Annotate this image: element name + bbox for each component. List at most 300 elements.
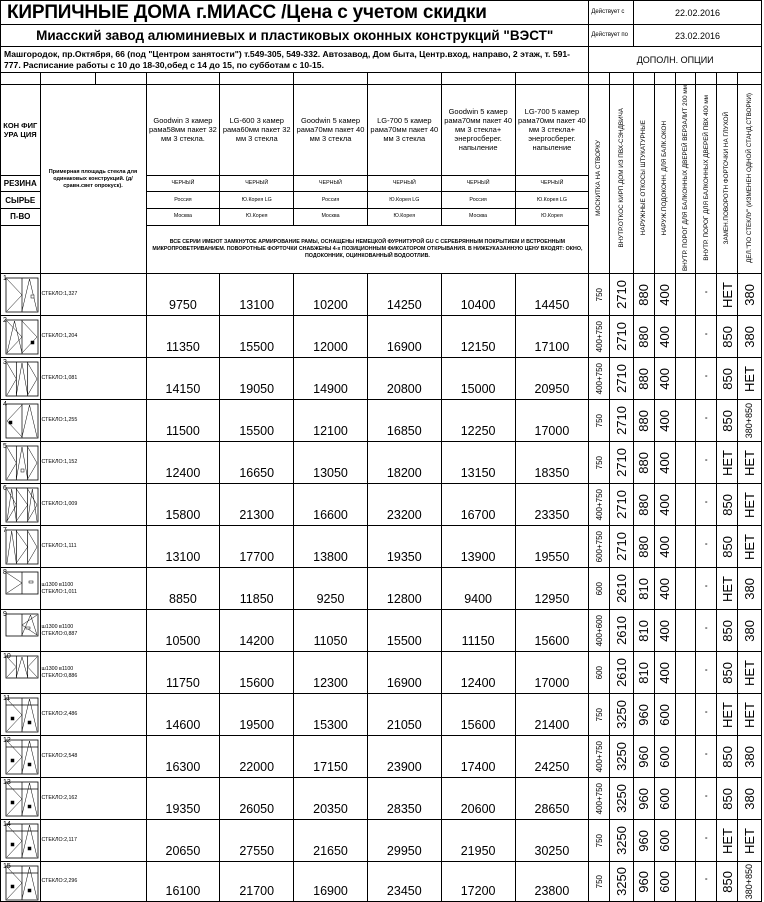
- table-row: [1, 400, 762, 442]
- sill-price: 400: [657, 619, 673, 642]
- price-cell: 15500: [220, 400, 294, 442]
- threshold-200: [675, 484, 696, 526]
- outer-slope-price: 960: [636, 703, 652, 726]
- inner-slope-price: 2710: [614, 364, 630, 393]
- window-config-icon: [5, 781, 39, 817]
- outer-slope-price: 880: [636, 367, 652, 390]
- outer-slope-price: 960: [636, 870, 652, 893]
- threshold-400: °: [696, 358, 717, 400]
- window-config-icon: [5, 739, 39, 775]
- price-cell: 23900: [367, 736, 441, 778]
- price-cell: 21650: [294, 820, 368, 862]
- options-label: ДОПОЛН. ОПЦИИ: [589, 47, 762, 73]
- threshold-400: °: [696, 442, 717, 484]
- window-config-icon: [5, 529, 39, 565]
- config-cell: [1, 862, 41, 902]
- page-subtitle: Миасский завод алюминиевых и пластиковых оконных конструкций "ВЭСТ": [1, 25, 589, 47]
- price-cell: 12400: [146, 442, 220, 484]
- price-cell: 20600: [441, 778, 515, 820]
- price-cell: 16650: [220, 442, 294, 484]
- option-header: ВНУТР. ПОРОГ ДЛЯ БАЛКОННЫХ ДВЕРЕЙ ВЕРЗАЛИТ 200 мм: [681, 85, 689, 272]
- replace-sash-price: 850: [719, 535, 735, 558]
- row-number: 9: [3, 611, 7, 619]
- mosquito-price: 600: [594, 665, 604, 680]
- option-header: ВНУТР.ОТКОС КИРП.ДОМ ИЗ ПВХ-СЭНДВИЧА: [617, 108, 625, 248]
- config-cell: [1, 736, 41, 778]
- product-color: ЧЕРНЫЙ: [294, 175, 368, 192]
- threshold-200: [675, 526, 696, 568]
- size-text: ш1300 в1100: [41, 623, 74, 630]
- glass-cell: [40, 484, 146, 526]
- threshold-200: [675, 274, 696, 316]
- sill-price: 600: [657, 787, 673, 810]
- price-cell: 15500: [367, 610, 441, 652]
- price-cell: 17400: [441, 736, 515, 778]
- size-text: ш1300 в1100: [41, 665, 74, 672]
- row-number: 11: [3, 695, 11, 703]
- config-cell: [1, 694, 41, 736]
- price-cell: 9750: [146, 274, 220, 316]
- table-row: [1, 526, 762, 568]
- glass-cell: [40, 358, 146, 400]
- glass-cell: [40, 736, 146, 778]
- divide-glass-price: НЕТ: [741, 827, 757, 854]
- replace-sash-price: 850: [719, 367, 735, 390]
- price-cell: 10500: [146, 610, 220, 652]
- glass-area-text: СТЕКЛО:2,486: [41, 711, 78, 718]
- price-cell: 26050: [220, 778, 294, 820]
- price-cell: 21400: [515, 694, 589, 736]
- price-cell: 14450: [515, 274, 589, 316]
- price-cell: 14250: [367, 274, 441, 316]
- product-color: ЧЕРНЫЙ: [515, 175, 589, 192]
- price-cell: 14150: [146, 358, 220, 400]
- window-config-icon: [5, 613, 39, 637]
- replace-sash-price: НЕТ: [719, 575, 735, 602]
- window-config-icon: [5, 445, 39, 481]
- row-number: 14: [3, 821, 11, 829]
- threshold-400: °: [696, 274, 717, 316]
- price-cell: 16600: [294, 484, 368, 526]
- price-cell: 16300: [146, 736, 220, 778]
- product-color: ЧЕРНЫЙ: [367, 175, 441, 192]
- divide-glass-price: 380+850: [744, 863, 755, 900]
- price-cell: 13150: [441, 442, 515, 484]
- glass-cell: [40, 400, 146, 442]
- config-cell: [1, 610, 41, 652]
- outer-slope-price: 960: [636, 787, 652, 810]
- price-cell: 16900: [294, 862, 368, 902]
- product-header: LG-700 5 камер рама70мм пакет 40 мм 3 стекла+ энергосберег. напыление: [515, 85, 589, 176]
- product-origin: Россия: [146, 192, 220, 209]
- price-cell: 21050: [367, 694, 441, 736]
- divide-glass-price: НЕТ: [741, 365, 757, 392]
- mosquito-price: 750: [594, 413, 604, 428]
- glass-cell: [40, 568, 146, 610]
- price-cell: 13800: [294, 526, 368, 568]
- outer-slope-price: 880: [636, 283, 652, 306]
- threshold-400: °: [696, 484, 717, 526]
- config-cell: [1, 778, 41, 820]
- price-cell: 12100: [294, 400, 368, 442]
- inner-slope-price: 3250: [614, 700, 630, 729]
- sill-price: 400: [657, 325, 673, 348]
- divide-glass-price: НЕТ: [741, 491, 757, 518]
- price-cell: 21300: [220, 484, 294, 526]
- threshold-200: [675, 652, 696, 694]
- glass-area-text: СТЕКЛО:2,548: [41, 753, 78, 760]
- threshold-200: [675, 568, 696, 610]
- product-origin: Россия: [441, 192, 515, 209]
- price-cell: 18350: [515, 442, 589, 484]
- product-header: LG-700 5 камер рама70мм пакет 40 мм 3 стекла: [367, 85, 441, 176]
- config-cell: [1, 316, 41, 358]
- product-color: ЧЕРНЫЙ: [146, 175, 220, 192]
- threshold-400: °: [696, 610, 717, 652]
- config-cell: [1, 820, 41, 862]
- raw-label: СЫРЬЕ: [1, 192, 41, 209]
- divide-glass-price: НЕТ: [741, 701, 757, 728]
- glass-cell: [40, 694, 146, 736]
- glass-area-text: СТЕКЛО:2,162: [41, 795, 78, 802]
- row-number: 7: [3, 527, 7, 535]
- replace-sash-price: 850: [719, 619, 735, 642]
- sill-price: 600: [657, 829, 673, 852]
- product-origin: Ю.Корея LG: [367, 192, 441, 209]
- price-cell: 28650: [515, 778, 589, 820]
- sill-price: 400: [657, 367, 673, 390]
- inner-slope-price: 2710: [614, 322, 630, 351]
- option-header: ЗАМЕН.ПОВОРОТН ФОРТОЧКИ НА ГЛУХОЙ: [723, 111, 731, 245]
- replace-sash-price: 850: [719, 409, 735, 432]
- product-city: Москва: [146, 208, 220, 225]
- replace-sash-price: НЕТ: [719, 281, 735, 308]
- sill-price: 600: [657, 870, 673, 893]
- row-number: 3: [3, 359, 7, 367]
- valid-to-date: 23.02.2016: [634, 25, 762, 47]
- price-cell: 21700: [220, 862, 294, 902]
- price-cell: 12950: [515, 568, 589, 610]
- price-cell: 11500: [146, 400, 220, 442]
- window-config-icon: [5, 865, 39, 901]
- price-cell: 14600: [146, 694, 220, 736]
- config-header: КОН ФИГ УРА ЦИЯ: [1, 85, 41, 176]
- row-number: 8: [3, 569, 7, 577]
- mosquito-price: 600+750: [594, 530, 604, 563]
- mosquito-price: 400+750: [594, 320, 604, 353]
- mosquito-price: 400+600: [594, 614, 604, 647]
- threshold-200: [675, 610, 696, 652]
- sill-price: 600: [657, 703, 673, 726]
- size-text: ш1300 в1100: [41, 581, 74, 588]
- glass-cell: [40, 652, 146, 694]
- mosquito-price: 750: [594, 874, 604, 889]
- config-cell: [1, 568, 41, 610]
- price-cell: 19350: [146, 778, 220, 820]
- table-row: [1, 736, 762, 778]
- sill-price: 400: [657, 535, 673, 558]
- price-cell: 30250: [515, 820, 589, 862]
- price-cell: 16900: [367, 652, 441, 694]
- divide-glass-price: НЕТ: [741, 659, 757, 686]
- threshold-200: [675, 736, 696, 778]
- price-cell: 18200: [367, 442, 441, 484]
- window-config-icon: [5, 403, 39, 439]
- mosquito-price: 750: [594, 287, 604, 302]
- replace-sash-price: 850: [719, 493, 735, 516]
- price-cell: 11150: [441, 610, 515, 652]
- product-origin: Ю.Корея LG: [220, 192, 294, 209]
- price-cell: 11350: [146, 316, 220, 358]
- price-cell: 16100: [146, 862, 220, 902]
- price-cell: 21950: [441, 820, 515, 862]
- series-note: ВСЕ СЕРИИ ИМЕЮТ ЗАМКНУТОЕ АРМИРОВАНИЕ РАМЫ, ОСНАЩЕНЫ НЕМЕЦКОЙ ФУРНИТУРОЙ GU С СЕРЕБРЯННЫМ ПОКРЫТИЕМ И ВСТРОЕННЫМ МИКРОПРОВЕТРИВАНИЕМ. ПОВОРОТНЫЕ ФОРТОЧКИ СНАБЖЕНЫ 4-х ПОЗИЦИОННЫМ ФИКСАТОРОМ ОТКРЫВАНИЯ. В НИЖЕУКАЗАННУЮ ЦЕНУ ВХОДЯТ: ОКНО, ПОДОКОННИК, ОЦИНКОВАННЫЙ ВОДООТЛИВ.: [146, 225, 589, 273]
- glass-area-text: СТЕКЛО:1,011: [41, 588, 77, 595]
- price-cell: 20950: [515, 358, 589, 400]
- price-cell: 11750: [146, 652, 220, 694]
- price-cell: 19550: [515, 526, 589, 568]
- replace-sash-price: 850: [719, 870, 735, 893]
- replace-sash-price: НЕТ: [719, 701, 735, 728]
- window-config-icon: [5, 361, 39, 397]
- option-header: НАРУЖНЫЕ ОТКОСЫ ШТУКАТУРНЫЕ: [640, 120, 648, 236]
- outer-slope-price: 880: [636, 451, 652, 474]
- window-config-icon: [5, 697, 39, 733]
- outer-slope-price: 880: [636, 493, 652, 516]
- inner-slope-price: 2610: [614, 574, 630, 603]
- window-config-icon: [5, 571, 39, 595]
- row-number: 6: [3, 485, 7, 493]
- inner-slope-price: 3250: [614, 826, 630, 855]
- product-header: Goodwin 3 камер рама58мм пакет 32 мм 3 стекла.: [146, 85, 220, 176]
- price-cell: 27550: [220, 820, 294, 862]
- threshold-400: °: [696, 652, 717, 694]
- outer-slope-price: 960: [636, 745, 652, 768]
- divide-glass-price: 380: [741, 745, 757, 768]
- outer-slope-price: 960: [636, 829, 652, 852]
- price-cell: 17200: [441, 862, 515, 902]
- mosquito-price: 400+750: [594, 782, 604, 815]
- replace-sash-price: 850: [719, 661, 735, 684]
- threshold-400: °: [696, 694, 717, 736]
- glass-cell: [40, 274, 146, 316]
- price-cell: 16700: [441, 484, 515, 526]
- price-cell: 10200: [294, 274, 368, 316]
- divide-glass-price: 380+850: [744, 402, 755, 439]
- product-color: ЧЕРНЫЙ: [220, 175, 294, 192]
- mosquito-price: 400+750: [594, 488, 604, 521]
- threshold-400: °: [696, 736, 717, 778]
- threshold-200: [675, 820, 696, 862]
- row-number: 4: [3, 401, 7, 409]
- row-number: 15: [3, 863, 11, 871]
- product-city: Ю.Корея: [367, 208, 441, 225]
- option-header: ВНУТР. ПОРОГ ДЛЯ БАЛКОННЫХ ДВЕРЕЙ ПВХ 400 мм: [702, 95, 710, 261]
- threshold-400: °: [696, 316, 717, 358]
- config-cell: [1, 652, 41, 694]
- inner-slope-price: 2710: [614, 448, 630, 477]
- table-row: [1, 358, 762, 400]
- inner-slope-price: 3250: [614, 867, 630, 896]
- option-header: НАРУЖ.ПОДОКОНН. ДЛЯ БАЛК.ОКОН: [660, 120, 668, 236]
- area-header: Примерная площадь стекла для одинаковых конструкций. (д/сравн.свет опрокуск).: [40, 85, 146, 274]
- price-cell: 24250: [515, 736, 589, 778]
- replace-sash-price: 850: [719, 787, 735, 810]
- page-title: КИРПИЧНЫЕ ДОМА г.МИАСС /Цена с учетом скидки: [1, 1, 589, 25]
- price-cell: 20350: [294, 778, 368, 820]
- threshold-200: [675, 442, 696, 484]
- price-cell: 17700: [220, 526, 294, 568]
- price-cell: 12150: [441, 316, 515, 358]
- mosquito-price: 600: [594, 581, 604, 596]
- window-config-icon: [5, 277, 39, 313]
- threshold-200: [675, 862, 696, 902]
- price-cell: 19500: [220, 694, 294, 736]
- inner-slope-price: 3250: [614, 742, 630, 771]
- price-cell: 22000: [220, 736, 294, 778]
- option-header: МОСКИТКА НА СТВОРКУ: [595, 140, 603, 216]
- mosquito-price: 400+750: [594, 362, 604, 395]
- inner-slope-price: 2610: [614, 616, 630, 645]
- price-cell: 20650: [146, 820, 220, 862]
- price-cell: 23200: [367, 484, 441, 526]
- threshold-200: [675, 400, 696, 442]
- address-text: Машгородок, пр.Октября, 66 (под "Центром занятости") т.549-305, 549-332. Автозавод, Дом быта, Центр.вход, направо, 2 этаж, т. 591-777. Расписание работы с 10 до 18-30,обед с 14 до 15, по субботам с 10-15.: [1, 47, 589, 73]
- price-cell: 16850: [367, 400, 441, 442]
- outer-slope-price: 810: [636, 661, 652, 684]
- row-number: 5: [3, 443, 7, 451]
- window-config-icon: [5, 319, 39, 355]
- product-header: Goodwin 5 камер рама70мм пакет 40 мм 3 стекла: [294, 85, 368, 176]
- inner-slope-price: 2710: [614, 490, 630, 519]
- replace-sash-price: 850: [719, 745, 735, 768]
- production-label: П-ВО: [1, 208, 41, 225]
- price-cell: 15000: [441, 358, 515, 400]
- sill-price: 400: [657, 577, 673, 600]
- glass-area-text: СТЕКЛО:2,117: [41, 837, 77, 844]
- sill-price: 400: [657, 451, 673, 474]
- config-cell: [1, 484, 41, 526]
- option-header: ДЕЛ."ПО СТЕКЛУ" (ИЗМЕНЕН ОДНОЙ СТАНД.СТВОРКИ): [745, 93, 753, 263]
- threshold-200: [675, 358, 696, 400]
- mosquito-price: 750: [594, 833, 604, 848]
- row-number: 2: [3, 317, 7, 325]
- glass-area-text: СТЕКЛО:1,009: [41, 501, 78, 508]
- outer-slope-price: 880: [636, 409, 652, 432]
- glass-area-text: СТЕКЛО:1,111: [41, 543, 77, 550]
- sill-price: 400: [657, 493, 673, 516]
- window-config-icon: [5, 655, 39, 679]
- glass-area-text: СТЕКЛО:0,886: [41, 672, 78, 679]
- price-cell: 13050: [294, 442, 368, 484]
- mosquito-price: 750: [594, 707, 604, 722]
- glass-cell: [40, 778, 146, 820]
- threshold-200: [675, 778, 696, 820]
- price-cell: 13100: [146, 526, 220, 568]
- price-cell: 12400: [441, 652, 515, 694]
- sill-price: 600: [657, 745, 673, 768]
- price-cell: 8850: [146, 568, 220, 610]
- replace-sash-price: НЕТ: [719, 827, 735, 854]
- valid-from-date: 22.02.2016: [634, 1, 762, 25]
- threshold-400: °: [696, 526, 717, 568]
- divide-glass-price: 380: [741, 787, 757, 810]
- glass-cell: [40, 862, 146, 902]
- threshold-400: °: [696, 400, 717, 442]
- glass-area-text: СТЕКЛО:1,081: [41, 375, 78, 382]
- price-cell: 23450: [367, 862, 441, 902]
- price-cell: 15300: [294, 694, 368, 736]
- price-cell: 14200: [220, 610, 294, 652]
- outer-slope-price: 880: [636, 325, 652, 348]
- price-cell: 29950: [367, 820, 441, 862]
- price-cell: 12000: [294, 316, 368, 358]
- price-cell: 28350: [367, 778, 441, 820]
- glass-area-text: СТЕКЛО:1,327: [41, 291, 78, 298]
- table-row: [1, 274, 762, 316]
- product-header: LG-600 3 камер рама60мм пакет 32 мм 3 стекла: [220, 85, 294, 176]
- threshold-400: °: [696, 820, 717, 862]
- price-cell: 17000: [515, 652, 589, 694]
- divide-glass-price: НЕТ: [741, 533, 757, 560]
- glass-area-text: СТЕКЛО:1,204: [41, 333, 78, 340]
- price-cell: 9250: [294, 568, 368, 610]
- row-number: 10: [3, 653, 11, 661]
- table-row: [1, 694, 762, 736]
- table-row: [1, 442, 762, 484]
- threshold-400: °: [696, 862, 717, 902]
- divide-glass-price: 380: [741, 619, 757, 642]
- price-cell: 15600: [441, 694, 515, 736]
- glass-cell: [40, 316, 146, 358]
- table-row: [1, 778, 762, 820]
- inner-slope-price: 2710: [614, 280, 630, 309]
- product-color: ЧЕРНЫЙ: [441, 175, 515, 192]
- valid-from-label: Действует с: [589, 1, 634, 25]
- price-cell: 15600: [220, 652, 294, 694]
- sill-price: 400: [657, 661, 673, 684]
- divide-glass-price: 380: [741, 283, 757, 306]
- glass-cell: [40, 610, 146, 652]
- price-cell: 19350: [367, 526, 441, 568]
- price-cell: 23350: [515, 484, 589, 526]
- product-origin: Ю.Корея LG: [515, 192, 589, 209]
- table-row: [1, 610, 762, 652]
- product-header: Goodwin 5 камер рама70мм пакет 40 мм 3 стекла+ энергосберег. напыление: [441, 85, 515, 176]
- inner-slope-price: 3250: [614, 784, 630, 813]
- price-cell: 12800: [367, 568, 441, 610]
- glass-cell: [40, 820, 146, 862]
- row-number: 13: [3, 779, 11, 787]
- price-cell: 16900: [367, 316, 441, 358]
- window-config-icon: [5, 823, 39, 859]
- threshold-400: °: [696, 568, 717, 610]
- config-cell: [1, 526, 41, 568]
- inner-slope-price: 2710: [614, 406, 630, 435]
- glass-cell: [40, 526, 146, 568]
- price-cell: 15800: [146, 484, 220, 526]
- price-cell: 17150: [294, 736, 368, 778]
- table-row: [1, 568, 762, 610]
- glass-area-text: СТЕКЛО:0,887: [41, 630, 78, 637]
- divide-glass-price: НЕТ: [741, 449, 757, 476]
- price-cell: 13900: [441, 526, 515, 568]
- price-cell: 17100: [515, 316, 589, 358]
- price-cell: 9400: [441, 568, 515, 610]
- product-city: Ю.Корея: [220, 208, 294, 225]
- outer-slope-price: 880: [636, 535, 652, 558]
- price-cell: 11050: [294, 610, 368, 652]
